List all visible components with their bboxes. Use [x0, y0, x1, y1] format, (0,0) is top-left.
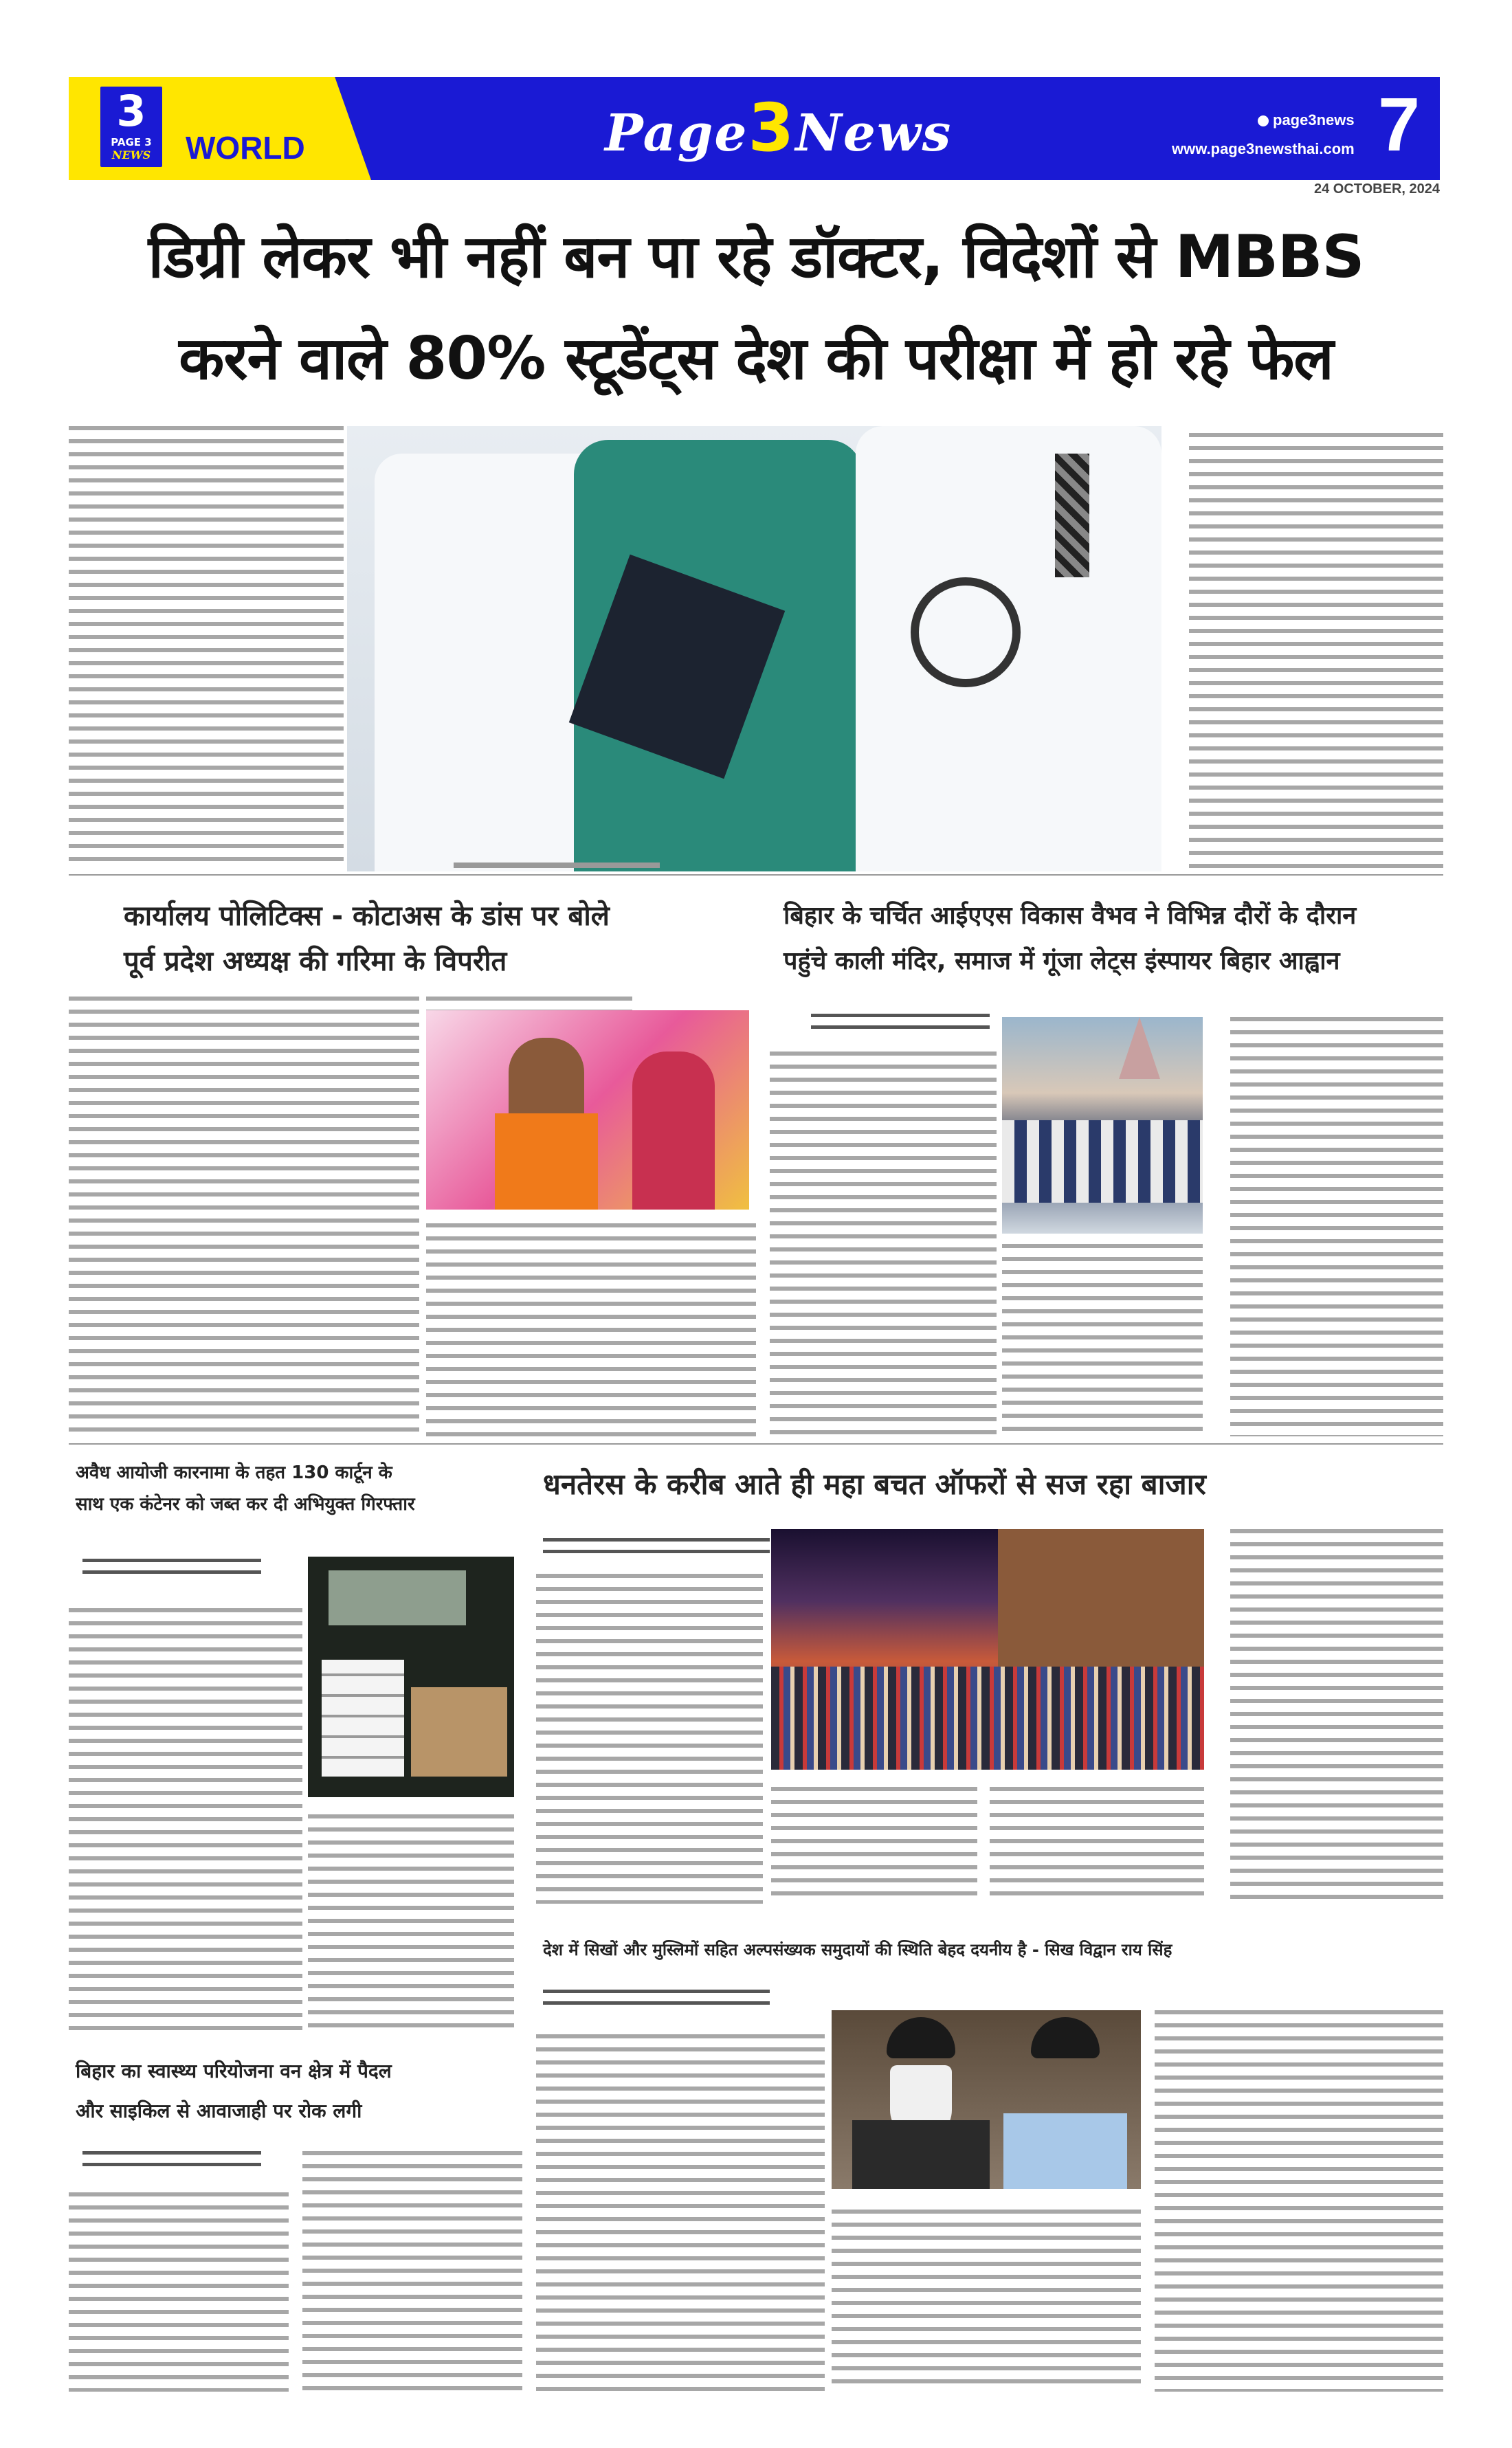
page-number: 7: [1378, 82, 1421, 167]
page3-logo: [98, 84, 165, 170]
lead-headline-line2: करने वाले 80% स्टूडेंट्स देश की परीक्षा में हो रहे फेल: [179, 324, 1333, 393]
bihar-byline: [811, 1014, 990, 1036]
dhanteras-left-text: [536, 1574, 763, 1904]
seizure-left-text: [69, 1608, 302, 2034]
brand-digit: 3: [748, 89, 796, 166]
edition-date: 24 OCTOBER, 2024: [1313, 181, 1440, 197]
cycle-byline: [82, 2151, 261, 2173]
carton-pile: [411, 1687, 507, 1777]
cycle-right-text: [302, 2151, 522, 2392]
brand-prefix: Page: [605, 104, 748, 163]
politics-headline: [124, 893, 756, 984]
bihar-right-text: [1230, 1017, 1443, 1436]
masthead: [69, 77, 1440, 180]
minorities-byline: [543, 1990, 770, 2012]
logo-news-text: NEWS: [111, 148, 151, 162]
section-divider-2: [69, 1443, 1443, 1445]
cycle-left-text: [69, 2192, 289, 2392]
politics-headline-line1: कार्यालय पोलिटिक्स - कोटाअस के डांस पर बोले: [124, 900, 610, 932]
sikh-scholars-photo: [832, 2010, 1141, 2189]
scholar-left-body: [852, 2120, 990, 2189]
dhanteras-byline: [543, 1538, 770, 1560]
doctors-photo: [347, 426, 1161, 871]
cycle-headline-line2: और साइकिल से आवाजाही पर रोक लगी: [76, 2100, 362, 2122]
bihar-headline-line2: पहुंचे काली मंदिर, समाज में गूंजा लेट्स इंस्पायर बिहार आह्वान: [783, 947, 1340, 975]
seizure-headline-line1: अवैध आयोजी कारनामा के तहत 130 कार्टून के: [76, 1462, 392, 1483]
minorities-mid-text: [832, 2210, 1141, 2392]
doctors-photo-caption: [454, 863, 660, 868]
dancer-figure: [632, 1051, 715, 1210]
lead-headline-line1: डिग्री लेकर भी नहीं बन पा रहे डॉक्टर, विदेशों से MBBS: [148, 223, 1364, 291]
bihar-mid-text: [1002, 1244, 1203, 1436]
social-icon: [1258, 115, 1269, 126]
market-crowd: [771, 1667, 1204, 1770]
logo-page-text: PAGE 3: [111, 136, 152, 148]
scholar-left-turban: [887, 2017, 955, 2058]
section-label: WORLD: [186, 130, 305, 166]
politics-right-text: [426, 1223, 756, 1436]
logo-number: 3: [116, 86, 146, 136]
newspaper-brand: [605, 89, 952, 166]
scholar-right-body: [1003, 2113, 1127, 2189]
seizure-headline: [76, 1457, 522, 1520]
bihar-headline-line1: बिहार के चर्चित आईएएस विकास वैभव ने विभिन्न दौरों के दौरान: [783, 902, 1357, 930]
scholar-right-turban: [1031, 2017, 1100, 2058]
section-divider: [69, 874, 1443, 876]
container-light: [329, 1570, 466, 1625]
social-handle-text: page3news: [1273, 111, 1355, 129]
students-row: [1002, 1120, 1203, 1203]
social-handle: [1258, 111, 1355, 129]
dhanteras-right-text: [1230, 1529, 1443, 1904]
stethoscope: [911, 577, 1021, 687]
politics-photo: [426, 1010, 749, 1210]
politics-left-text: [69, 997, 419, 1436]
website-url: www.page3newsthai.com: [1172, 140, 1355, 157]
minorities-left-text: [536, 2034, 825, 2392]
seizure-byline: [82, 1559, 261, 1581]
students-photo: [1002, 1017, 1203, 1234]
cycle-headline-line1: बिहार का स्वास्थ्य परियोजना वन क्षेत्र में पैदल: [76, 2060, 392, 2082]
market-buildings: [998, 1529, 1204, 1667]
bihar-left-text: [770, 1051, 997, 1436]
seized-cartons-photo: [308, 1557, 514, 1797]
politics-headline-line2: पूर्व प्रदेश अध्यक्ष की गरिमा के विपरीत: [124, 946, 507, 977]
market-photo: [771, 1529, 1204, 1770]
dhanteras-headline: धनतेरस के करीब आते ही महा बचत ऑफरों से सज रहा बाजार: [543, 1467, 1206, 1501]
cycle-headline: [76, 2051, 522, 2131]
lead-story-right-text: [1189, 433, 1443, 873]
lead-story-left-text: [69, 426, 344, 866]
minorities-right-text: [1155, 2010, 1443, 2392]
lead-headline: [55, 206, 1457, 410]
doctor-tie-right: [1055, 454, 1089, 577]
minorities-headline: देश में सिखों और मुस्लिमों सहित अल्पसंख्यक समुदायों की स्थिति बेहद दयनीय है - सिख विद्वान राय सिंह: [543, 1940, 1172, 1959]
politician-saffron-shirt: [495, 1113, 598, 1210]
brand-suffix: News: [795, 104, 953, 163]
seizure-mid-text: [308, 1814, 514, 2034]
bihar-headline: [783, 893, 1443, 984]
temple-spire: [1119, 1017, 1160, 1079]
carton-stack: [322, 1660, 404, 1777]
seizure-headline-line2: साथ एक कंटेनर को जब्त कर दी अभियुक्त गिरफ्तार: [76, 1494, 415, 1515]
dhanteras-mid-text-1: [771, 1787, 977, 1904]
dhanteras-mid-text-2: [990, 1787, 1204, 1904]
